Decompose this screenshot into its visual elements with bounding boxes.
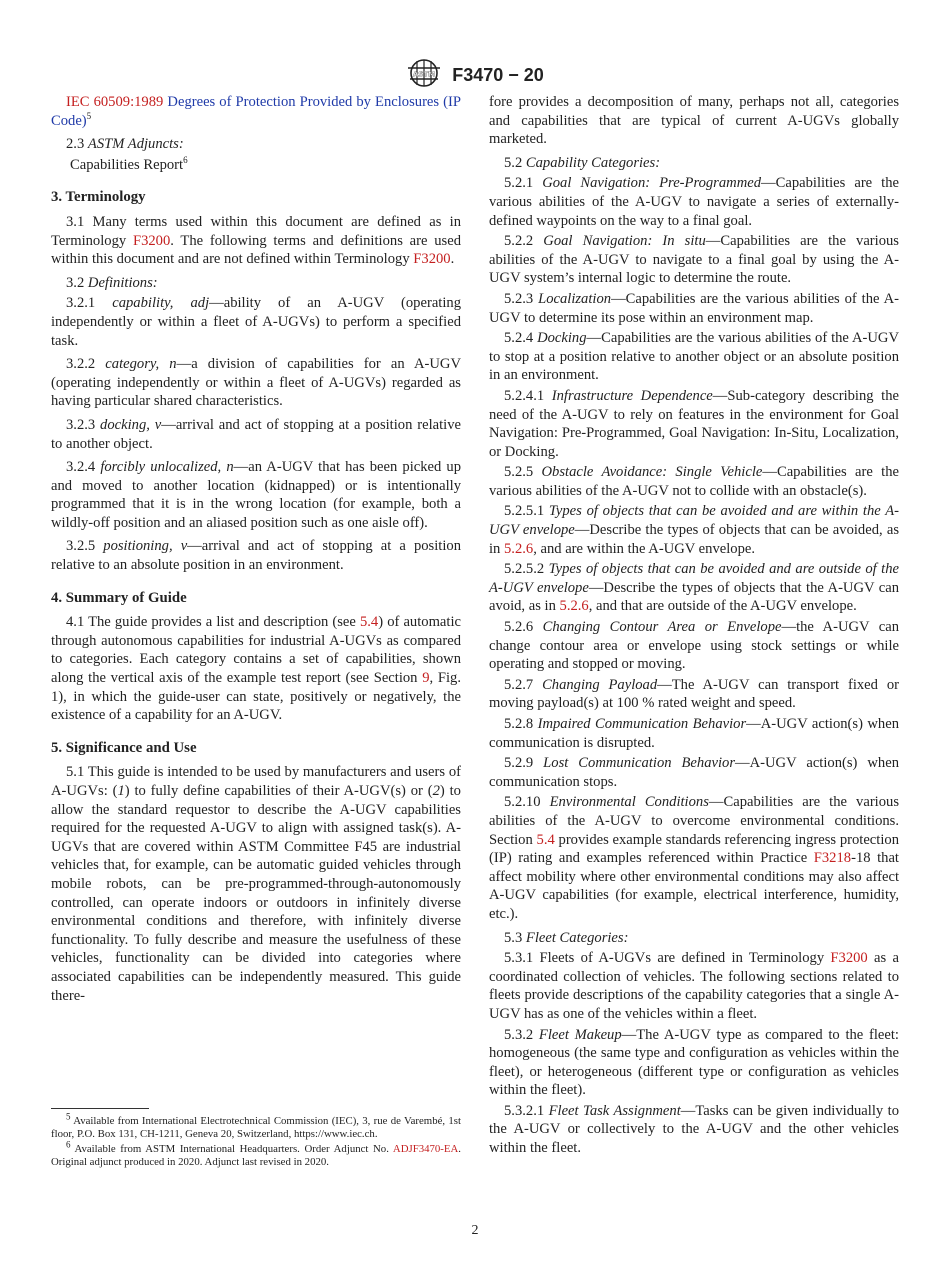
paragraph-5-3-2-1: 5.3.2.1 Fleet Task Assignment—Tasks can be given individually to the A-UGV or collectively to the A-UGV and the other vehicles within the fleet.	[489, 1102, 900, 1157]
adjunct-link[interactable]: ADJF3470-EA	[392, 1142, 459, 1155]
paragraph-3-1: 3.1 Many terms used within this document are defined as in Terminology F3200. The following terms and definitions are used within this document and are not defined within Terminology F3200.	[51, 213, 461, 268]
footnote-marker-6: 6	[183, 154, 188, 165]
paragraph-5-3-1: 5.3.1 Fleets of A-UGVs are defined in Terminology F3200 as a coordinated collection of vehicles. The following sections related to fleets provide descriptions of the capability categories that a single A-UGV has as one of the vehicles within a fleet.	[489, 950, 899, 1022]
ref-link-section-9[interactable]: 9	[422, 670, 430, 687]
ref-link-f3200[interactable]: F3200	[830, 950, 868, 967]
iec-code-link[interactable]: IEC 60509:1989	[66, 94, 164, 110]
paragraph-5-2-5-2: 5.2.5.2 Types of objects that can be avoided and are outside of the A-UGV envelope—Describe the types of objects that the A-UGV can avoid, as in 5.2.6, and that are outside of the A-UGV envelope.	[489, 561, 900, 615]
section-heading-significance: 5. Significance and Use	[51, 739, 197, 756]
paragraph-5-2: 5.2 Capability Categories:	[504, 154, 661, 171]
ref-link-5-4[interactable]: 5.4	[359, 614, 379, 631]
ref-link-5-2-6[interactable]: 5.2.6	[504, 540, 534, 557]
ref-link-5-2-6[interactable]: 5.2.6	[559, 598, 589, 615]
footnote-5: $^5$ Available from International Electrotechnical Commission (IEC), 3, rue de Varembé, 1st floor, P.O. Box 131, CH-1211, Geneva 20, Switzerland, https://www.iec.ch.	[51, 1111, 461, 1141]
paragraph-5-2-8: 5.2.8 Impaired Communication Behavior—A-UGV action(s) when communication is disrupted.	[489, 716, 899, 751]
paragraph-5-2-5: 5.2.5 Obstacle Avoidance: Single Vehicle—Capabilities are the various abilities of the A-UGV not to collide with an obstacle(s).	[489, 464, 899, 499]
paragraph-5-2-10: 5.2.10 Environmental Conditions—Capabilities are the various abilities of the A-UGV to overcome environmental conditions. Section 5.4 provides example standards referencing ingress protection (IP) rating and examples referenced within Practice F3218-18 that affect mobility where other environmental conditions may also affect A-UGV capabilities (for example, electrical interference, humidity, etc.).	[489, 794, 900, 922]
astm-logo	[406, 58, 442, 93]
paragraph-5-3-2: 5.3.2 Fleet Makeup—The A-UGV type as compared to the fleet: homogeneous (the same type and configuration as vehicles within the fleet), or heterogeneous (different type or configuration as vehicles within the fleet).	[489, 1026, 899, 1099]
paragraph-3-2: 3.2 Definitions:	[66, 274, 158, 291]
paragraph-5-2-1: 5.2.1 Goal Navigation: Pre-Programmed—Capabilities are the various abilities of the A-UGV to navigate a series of externally-defined waypoints on the way to a final goal.	[489, 175, 899, 229]
definition-forcibly-unlocalized: 3.2.4 forcibly unlocalized, n—an A-UGV that has been picked up and moved to another location (kidnapped) or is intentionally programmed that it is in the wrong location (for example, both a wildly-off position and an aliased position such as one aisle off).	[51, 459, 462, 531]
document-designation: F3470 − 20	[452, 65, 544, 85]
left-column	[51, 93, 461, 1007]
adjuncts-item: Capabilities Report$^6$	[70, 154, 188, 173]
ref-link-5-4[interactable]: 5.4	[536, 831, 555, 848]
section-heading-summary: 4. Summary of Guide	[51, 589, 187, 606]
iec-title-link[interactable]: Degrees of Protection Provided by Enclosures (IP Code)	[51, 94, 462, 129]
ref-link-f3218[interactable]: F3218	[813, 850, 852, 867]
definition-capability: 3.2.1 capability, adj—ability of an A-UGV (operating independently or within a fleet of A-UGVs) to perform a specified task.	[51, 295, 461, 349]
paragraph-5-1-continued: fore provides a decomposition of many, perhaps not all, categories and capabilities that are typical of current A-UGVs globally marketed.	[489, 94, 899, 148]
paragraph-5-1: 5.1 This guide is intended to be used by manufacturers and users of A-UGVs: (1) to fully define capabilities of their A-UGV(s) or (2) to allow the standard requestor to describe the A-UGV capabilities required for the requested A-UGV to align with assigned task(s). A-UGVs that are covered within ASTM Committee F45 are industrial vehicles that, for example, can be automatic guided vehicles through mobile robots, can be pre-programmed-through-autonomously controlled, can operate indoors or outdoors in infinitely diverse environmental conditions and therefore, with infinitely diverse functionality. To fully describe and measure the usefulness of these vehicles, functionality can be divided into categories where associated capabilities can be independently measured. This guide there-	[51, 764, 461, 1004]
page-header	[0, 58, 950, 93]
definition-positioning: 3.2.5 positioning, v—arrival and act of stopping at a position relative to an absolute position in an environment.	[51, 538, 461, 574]
paragraph-5-3: 5.3 Fleet Categories:	[504, 929, 629, 946]
paragraph-5-2-4-1: 5.2.4.1 Infrastructure Dependence—Sub-category describing the need of the A-UGV to rely on features in the environment for Goal Navigation: Pre-Programmed, Goal Navigation: In-Situ, Localization, or Docking.	[489, 387, 899, 460]
ref-link-f3200[interactable]: F3200	[413, 251, 451, 268]
adjuncts-heading: 2.3 ASTM Adjuncts:	[66, 136, 184, 153]
reference-iec	[51, 93, 461, 130]
section-heading-terminology: 3. Terminology	[51, 189, 146, 206]
footnote-marker-5: 5	[86, 110, 92, 121]
right-column	[489, 93, 899, 1160]
ref-link-f3200[interactable]: F3200	[132, 232, 171, 249]
footnote-6: $^6$ Available from ASTM International Headquarters. Order Adjunct No. ADJF3470-EA. Original adjunct produced in 2020. Adjunct last revised in 2020.	[51, 1139, 461, 1169]
definition-category: 3.2.2 category, n—a division of capabilities for an A-UGV (operating independently or within a fleet of A-UGVs) regarded as having particular shared characteristics.	[51, 356, 461, 410]
paragraph-5-2-2: 5.2.2 Goal Navigation: In situ—Capabilities are the various abilities of the A-UGV to navigate to a final goal by using the A-UGV system’s internal logic to determine the route.	[489, 233, 899, 287]
svg-text:ASTM: ASTM	[413, 70, 436, 79]
page-number: 2	[471, 1223, 479, 1238]
footnote-divider	[51, 1108, 149, 1109]
paragraph-4-1: 4.1 The guide provides a list and description (see 5.4) of automatic through autonomous capabilities for industrial A-UGVs as compared to categories. Each category contains a set of capabilities, shown along the vertical axis of the example test report (see Section 9, Fig. 1), in which the guide-user can state, positively or negatively, the existence of a capability for an A-UGV.	[51, 614, 461, 724]
paragraph-5-2-7: 5.2.7 Changing Payload—The A-UGV can transport fixed or moving payload(s) at 100 % rated weight and speed.	[489, 676, 899, 712]
paragraph-5-2-5-1: 5.2.5.1 Types of objects that can be avoided and are within the A-UGV envelope—Describe the types of objects that can be avoided, as in 5.2.6, and are within the A-UGV envelope.	[489, 503, 899, 557]
paragraph-5-2-4: 5.2.4 Docking—Capabilities are the various abilities of the A-UGV to stop at a position relative to another object or an absolute position in an environment.	[489, 330, 899, 384]
paragraph-5-2-9: 5.2.9 Lost Communication Behavior—A-UGV action(s) when communication stops.	[489, 755, 899, 790]
paragraph-5-2-3: 5.2.3 Localization—Capabilities are the various abilities of the A-UGV to determine its pose within an environment map.	[489, 290, 899, 326]
paragraph-5-2-6: 5.2.6 Changing Contour Area or Envelope—the A-UGV can change contour area or envelope using stock settings or while operating and stopped or moving.	[489, 619, 899, 673]
definition-docking: 3.2.3 docking, v—arrival and act of stopping at a position relative to another object.	[51, 416, 461, 452]
footnotes	[51, 1108, 461, 1171]
